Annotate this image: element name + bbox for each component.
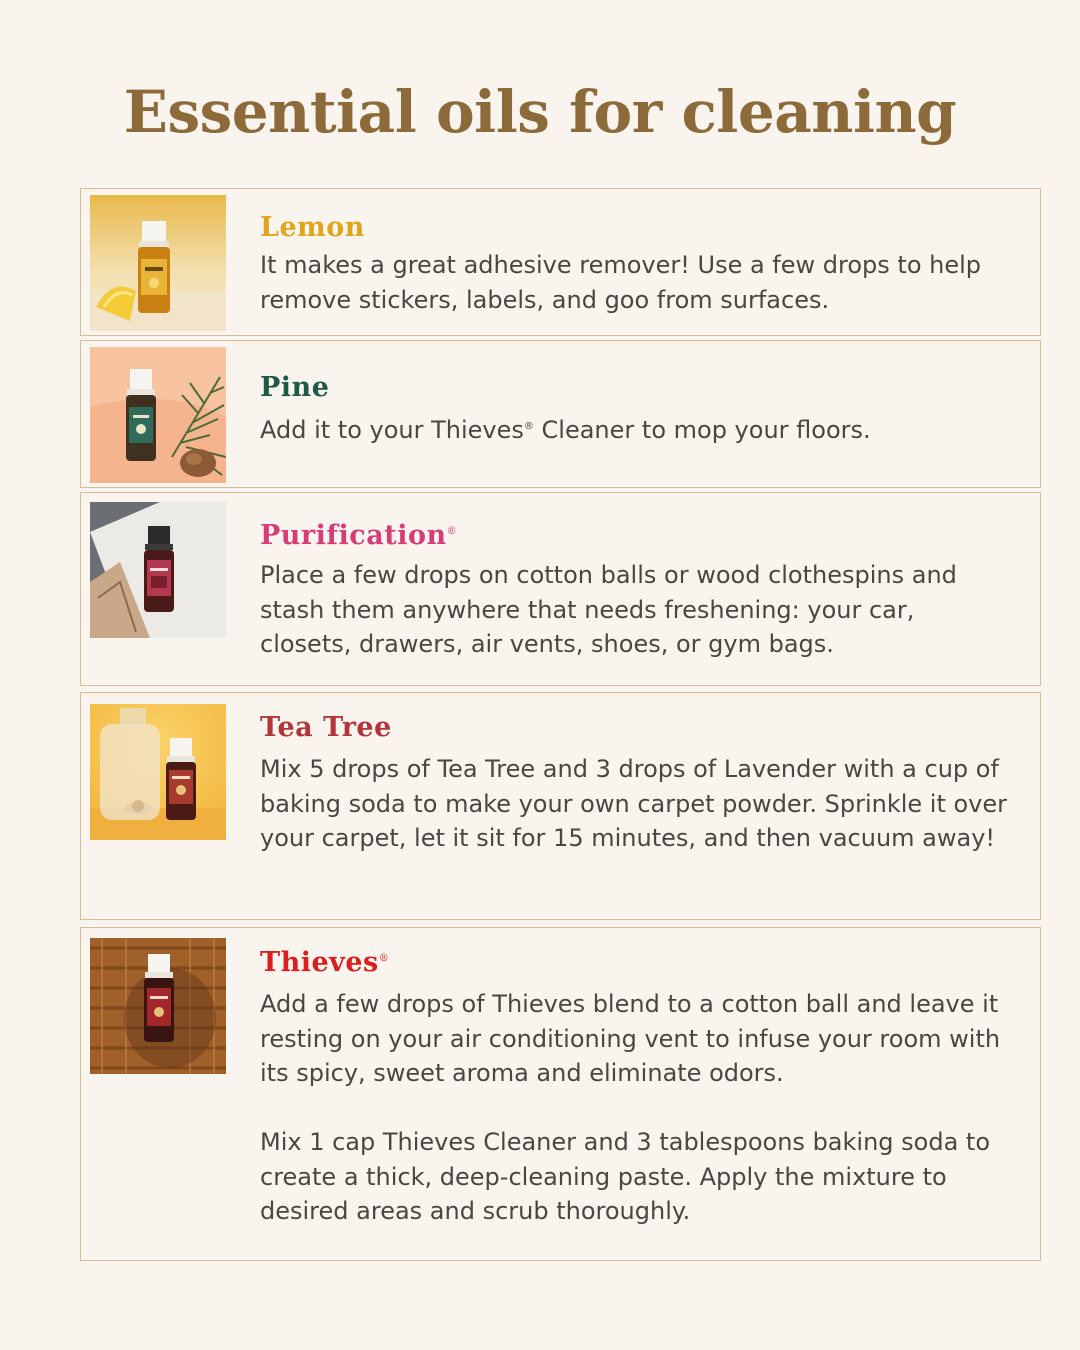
oil-card-pine bbox=[80, 340, 1041, 488]
oil-name-lemon: Lemon bbox=[260, 212, 365, 243]
oil-description-purification: Place a few drops on cotton balls or wood clothespins and stash them anywhere that needs freshening: your car, closets, drawers, air vents, shoes, or gym bags. bbox=[260, 561, 957, 658]
purification-oil-photo bbox=[90, 502, 226, 638]
pine-registered-mark: ® bbox=[523, 421, 534, 432]
oil-description-lemon: It makes a great adhesive remover! Use a few drops to help remove stickers, labels, and goo from surfaces. bbox=[260, 251, 982, 314]
oil-description-pine bbox=[260, 410, 1026, 448]
purification-registered-mark: ® bbox=[446, 526, 458, 537]
oil-description-tea-tree: Mix 5 drops of Tea Tree and 3 drops of Lavender with a cup of baking soda to make your own carpet powder. Sprinkle it over your carpet, let it sit for 15 minutes, and then vacuum away! bbox=[260, 755, 1008, 852]
oil-name-purification bbox=[260, 515, 1026, 553]
title-bold: cleaning bbox=[681, 78, 957, 146]
oil-card-lemon bbox=[80, 188, 1041, 336]
pine-oil-photo bbox=[90, 347, 226, 483]
thieves-name-text: Thieves bbox=[260, 947, 379, 978]
pine-body-after: Cleaner to mop your floors. bbox=[533, 416, 871, 444]
lemon-oil-photo bbox=[90, 195, 226, 331]
oil-description-thieves-2: Mix 1 cap Thieves Cleaner and 3 tablespoons baking soda to create a thick, deep-cleaning paste. Apply the mixture to desired areas and scrub thoroughly. bbox=[260, 1128, 990, 1225]
pine-body-before: Add it to your Thieves bbox=[260, 416, 524, 444]
oil-card-thieves bbox=[80, 927, 1041, 1261]
oil-name-tea-tree: Tea Tree bbox=[260, 712, 392, 743]
purification-name-text: Purification bbox=[260, 520, 447, 551]
thieves-oil-photo bbox=[90, 938, 226, 1074]
oil-name-thieves bbox=[260, 942, 1026, 980]
oil-description-thieves: Add a few drops of Thieves blend to a cotton ball and leave it resting on your air conditioning vent to infuse your room with its spicy, sweet aroma and eliminate odors. bbox=[260, 990, 1001, 1087]
paragraph-gap bbox=[260, 1091, 1026, 1126]
tea-tree-oil-photo bbox=[90, 704, 226, 840]
thieves-registered-mark: ® bbox=[378, 953, 390, 964]
title-regular: Essential oils for bbox=[123, 78, 682, 146]
oil-card-tea-tree bbox=[80, 692, 1041, 920]
page-title bbox=[0, 78, 1080, 146]
oil-name-pine: Pine bbox=[260, 372, 330, 403]
oil-card-purification bbox=[80, 492, 1041, 686]
